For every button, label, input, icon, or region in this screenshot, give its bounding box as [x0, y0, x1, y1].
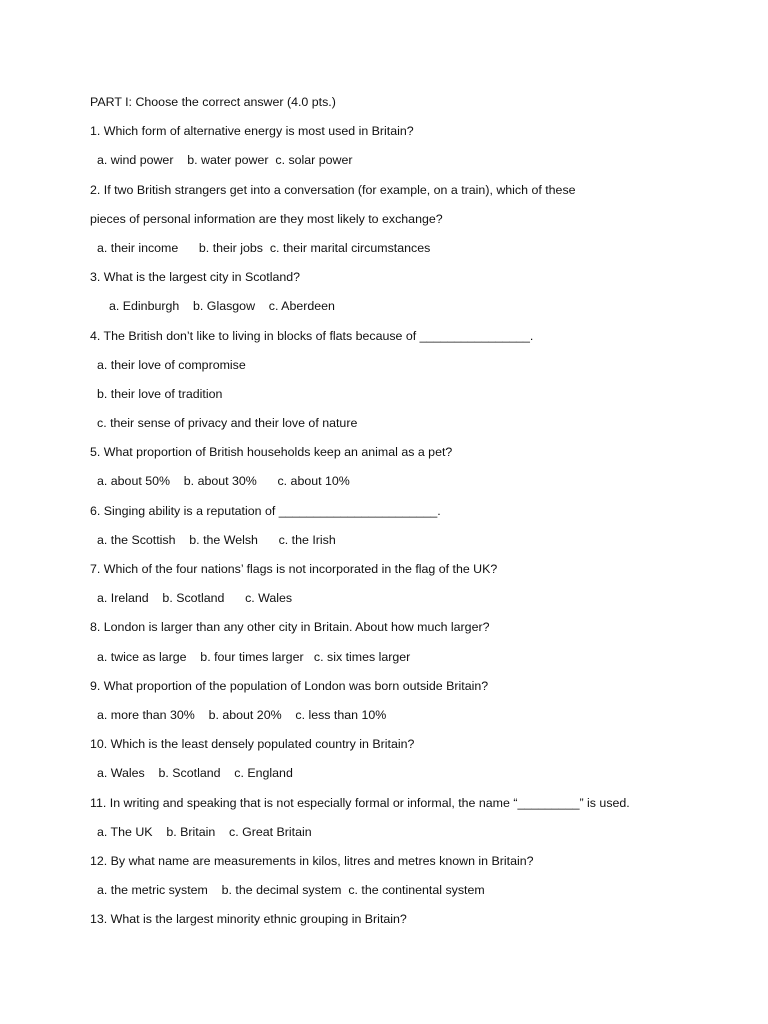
question-text: 2. If two British strangers get into a conversation (for example, on a train), which of these — [90, 182, 576, 197]
answer-options: a. Wales b. Scotland c. England — [97, 766, 293, 781]
answer-options: c. their sense of privacy and their love of nature — [97, 416, 358, 431]
answer-options: a. Edinburgh b. Glasgow c. Aberdeen — [109, 299, 335, 314]
question-text: 6. Singing ability is a reputation of _______________________. — [90, 503, 441, 518]
question-text: 11. In writing and speaking that is not especially formal or informal, the name “_________” is used. — [90, 795, 630, 810]
answer-options: a. The UK b. Britain c. Great Britain — [97, 824, 312, 839]
question-text: 4. The British don’t like to living in blocks of flats because of ________________. — [90, 328, 534, 343]
question-text: 12. By what name are measurements in kilos, litres and metres known in Britain? — [90, 853, 534, 868]
question-text: 7. Which of the four nations’ flags is not incorporated in the flag of the UK? — [90, 562, 498, 576]
question-text: 3. What is the largest city in Scotland? — [90, 270, 301, 285]
question-text: 10. Which is the least densely populated country in Britain? — [90, 737, 415, 752]
section-heading: PART I: Choose the correct answer (4.0 pts.) — [90, 95, 336, 109]
text-line: pieces of personal information are they most likely to exchange? — [90, 211, 443, 226]
question-text: 8. London is larger than any other city in Britain. About how much larger? — [90, 620, 490, 635]
answer-options: a. about 50% b. about 30% c. about 10% — [97, 474, 350, 489]
answer-options: a. wind power b. water power c. solar power — [97, 153, 353, 168]
answer-options: a. their love of compromise — [97, 357, 246, 372]
answer-options: a. the Scottish b. the Welsh c. the Irish — [97, 532, 336, 547]
question-text: 1. Which form of alternative energy is most used in Britain? — [90, 124, 414, 139]
answer-options: a. the metric system b. the decimal system c. the continental system — [97, 883, 485, 898]
answer-options: a. twice as large b. four times larger c. six times larger — [97, 649, 411, 664]
answer-options: a. their income b. their jobs c. their marital circumstances — [97, 240, 431, 255]
answer-options: a. Ireland b. Scotland c. Wales — [97, 591, 293, 606]
document-body — [90, 93, 750, 939]
answer-options: b. their love of tradition — [97, 386, 223, 401]
answer-options: a. more than 30% b. about 20% c. less than 10% — [97, 707, 387, 722]
question-text: 5. What proportion of British households keep an animal as a pet? — [90, 445, 453, 460]
question-text: 9. What proportion of the population of London was born outside Britain? — [90, 678, 489, 693]
question-text: 13. What is the largest minority ethnic grouping in Britain? — [90, 912, 407, 927]
